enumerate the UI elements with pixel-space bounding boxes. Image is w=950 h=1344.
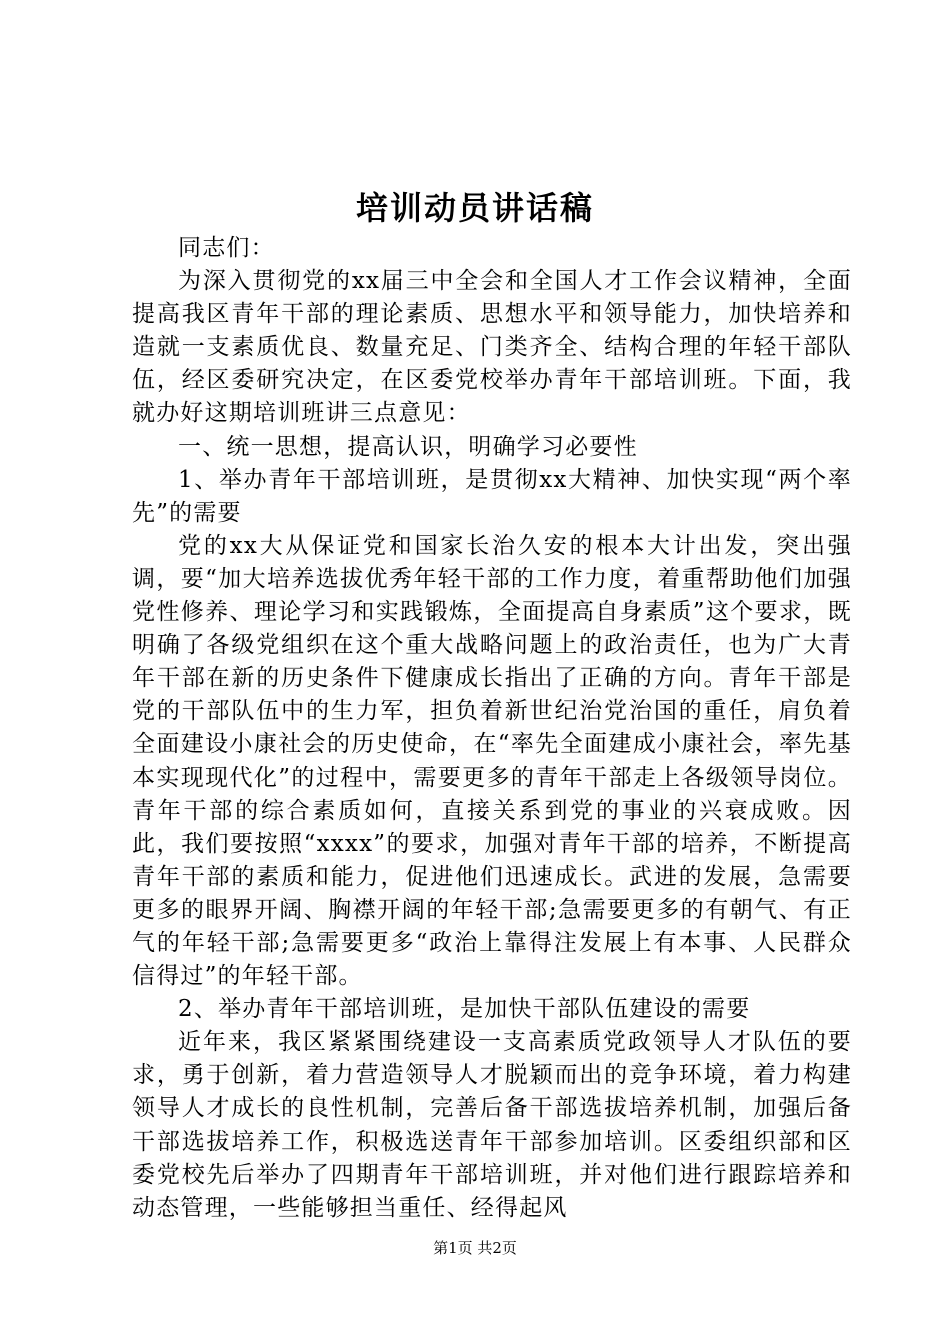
section-heading: 一、统一思想，提高认识，明确学习必要性 [178, 433, 638, 460]
document-title: 培训动员讲话稿 [355, 189, 594, 227]
salutation: 同志们： [178, 235, 275, 261]
body-paragraph: 近年来，我区紧紧围绕建设一支高素质党政领导人才队伍的要求，勇于创新，着力营造领导人才脱颖而出的竞争环境，着力构建领导人才成长的良性机制，完善后备干部选拔培养机制，加强后备干部选拔培养工作，积极选送青年干部参加培训。区委组织部和区委党校先后举办了四期青年干部培训班，并对他们进行跟踪培养和动态管理，一些能够担当重任、经得起风 [132, 1029, 852, 1221]
subsection-heading: 1、举办青年干部培训班，是贯彻xx大精神、加快实现“两个率先”的需要 [132, 466, 852, 526]
document-body [132, 232, 852, 1225]
subsection-heading: 2、举办青年干部培训班，是加快干部队伍建设的需要 [178, 996, 751, 1023]
body-paragraph: 为深入贯彻党的xx届三中全会和全国人才工作会议精神，全面提高我区青年干部的理论素质、思想水平和领导能力，加快培养和造就一支素质优良、数量充足、门类齐全、结构合理的年轻干部队伍，经区委研究决定，在区委党校举办青年干部培训班。下面，我就办好这期培训班讲三点意见： [132, 268, 852, 427]
body-paragraph: 党的xx大从保证党和国家长治久安的根本大计出发，突出强调，要“加大培养选拔优秀年轻干部的工作力度，着重帮助他们加强党性修养、理论学习和实践锻炼，全面提高自身素质”这个要求，既明确了各级党组织在这个重大战略问题上的政治责任，也为广大青年干部在新的历史条件下健康成长指出了正确的方向。青年干部是党的干部队伍中的生力军，担负着新世纪治党治国的重任，肩负着全面建设小康社会的历史使命，在“率先全面建成小康社会，率先基本实现现代化”的过程中，需要更多的青年干部走上各级领导岗位。青年干部的综合素质如何，直接关系到党的事业的兴衰成败。因此，我们要按照“xxxx”的要求，加强对青年干部的培养，不断提高青年干部的素质和能力，促进他们迅速成长。武进的发展，急需要更多的眼界开阔、胸襟开阔的年轻干部;急需要更多的有朝气、有正气的年轻干部;急需要更多“政治上靠得注发展上有本事、人民群众信得过”的年轻干部。 [132, 532, 852, 990]
page-number-footer: 第1页 共2页 [433, 1239, 517, 1257]
